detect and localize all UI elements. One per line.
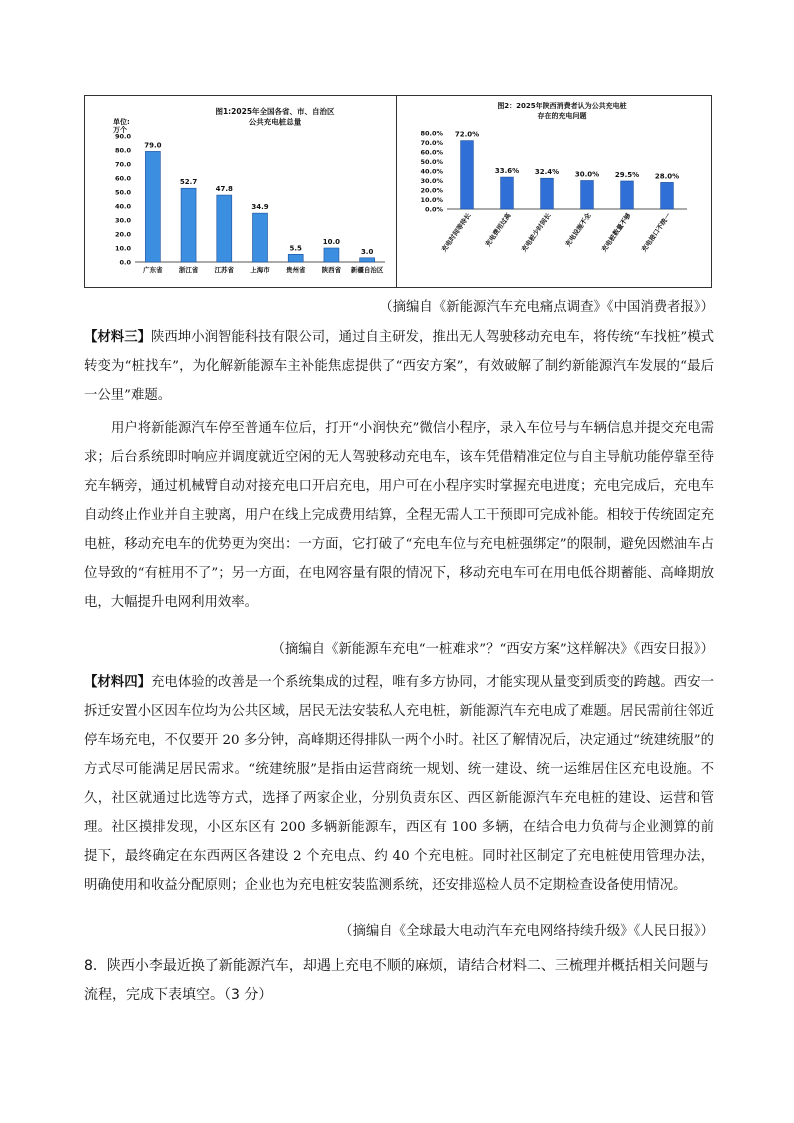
chart2-category-label: 充电时间等待长: [439, 211, 473, 254]
chart2-bar: [661, 182, 674, 209]
chart1-data-label: 52.7: [179, 178, 198, 187]
chart2-bar: [621, 181, 634, 209]
chart1-category-label: 新疆自治区: [350, 266, 384, 274]
chart1-tick-label: 50.0: [114, 188, 131, 197]
chart-2-svg: [397, 96, 711, 286]
chart2-title: [497, 101, 626, 120]
question-8: 8．陕西小李最近换了新能源汽车，却遇上充电不顺的麻烦，请结合材料二、三梳理并概括相关问题与流程，完成下表填空。（3 分）: [84, 958, 709, 1003]
chart1-bar: [145, 151, 160, 262]
chart1-tick-label: 80.0: [114, 146, 131, 155]
chart2-category-label: 充电桩少时间长: [519, 211, 553, 254]
chart1-ylabel: [113, 117, 130, 134]
chart1-category-label: 上海市: [250, 266, 270, 274]
chart1-bar: [181, 188, 196, 262]
chart1-title-line: 公共充电桩总量: [248, 117, 302, 127]
chart2-category-label: 充电设施不全: [563, 211, 593, 249]
chart1-ylabel-line: 万个: [113, 126, 127, 134]
chart2-title-line: 图2：2025年陕西消费者认为公共充电桩: [497, 102, 627, 110]
material3-tag: 【材料三】: [84, 330, 151, 345]
chart2-tick-label: 70.0%: [420, 139, 443, 147]
chart1-data-label: 5.5: [289, 244, 302, 253]
chart2-bar: [581, 181, 594, 210]
chart2-tick-label: 30.0%: [420, 177, 443, 185]
chart2-data-label: 32.4%: [534, 168, 560, 177]
chart2-bar: [501, 177, 514, 209]
material4-text: 充电体验的改善是一个系统集成的过程，唯有多方协同，才能实现从量变到质变的跨越。西安一拆迁安置小区因车位均为公共区域，居民无法安装私人充电桩，新能源汽车充电成了难题。居民需前往邻近停车场充电，不仅要开 20 多分钟，高峰期还得排队一两个小时。社区了解情况后，决定通过“统建统服”的方式尽可能满足居民需求。“统建统服”是指由运营商统一规划、统一建设、统一运维居住区充电设施。不久，社区就通过比选等方式，选择了两家企业，分别负责东区、西区新能源汽车充电桩的建设、运营和管理。社区摸排发现，小区东区有 200 多辆新能源车，西区有 100 多辆，在结合电力负荷与企业测算的前提下，最终确定在东西两区各建设 2 个充电点、约 40 个充电桩。同时社区制定了充电桩使用管理办法，明确使用和收益分配原则；企业也为充电桩安装监测系统，还安排巡检人员不定期检查设备使用情况。: [84, 675, 715, 893]
source-caption-1: （摘编自《新能源汽车充电痛点调查》《中国消费者报》）: [379, 300, 714, 315]
chart1-data-label: 79.0: [144, 141, 162, 150]
chart2-title-line: 存在的充电问题: [537, 112, 587, 120]
material4-paragraph: [84, 668, 714, 900]
chart1-bar: [360, 258, 375, 262]
material3-text-1: 陕西坤小润智能科技有限公司，通过自主研发，推出无人驾驶移动充电车，将传统“车找桩”模式转变为“桩找车”，为化解新能源车主补能焦虑提供了“西安方案”，有效破解了制约新能源汽车发展的“最后一公里”难题。: [84, 330, 714, 403]
chart1-data-label: 47.8: [215, 185, 233, 194]
chart-1: [85, 96, 397, 287]
chart1-category-label: 江苏省: [214, 266, 235, 274]
chart2-category-label: 充电桩数量不够: [599, 211, 633, 254]
chart2-bar: [461, 141, 474, 209]
charts-panel: [84, 95, 712, 288]
chart2-data-label: 30.0%: [574, 170, 600, 179]
chart2-data-label: 28.0%: [654, 172, 680, 181]
chart1-bar: [253, 213, 268, 262]
chart1-bar: [324, 248, 339, 262]
chart1-tick-label: 60.0: [114, 174, 131, 183]
chart1-category-label: 浙江省: [178, 266, 199, 274]
chart2-tick-label: 60.0%: [420, 148, 443, 157]
chart2-tick-label: 20.0%: [420, 186, 443, 195]
chart2-tick-label: 50.0%: [420, 158, 443, 166]
chart1-tick-label: 30.0: [114, 216, 131, 225]
chart-1-svg: [85, 96, 395, 286]
chart1-tick-label: 40.0: [114, 202, 131, 211]
chart2-tick-label: 40.0%: [420, 167, 443, 176]
chart2-data-label: 72.0%: [454, 130, 480, 139]
chart1-tick-label: 10.0: [114, 244, 131, 253]
chart2-data-label: 33.6%: [494, 167, 520, 176]
chart-2: [397, 96, 711, 287]
chart1-bar: [288, 254, 303, 262]
chart2-bar: [541, 178, 554, 209]
chart2-category-label: 充电费用过高: [483, 211, 513, 249]
chart1-title-line: 图1:2025年全国各省、市、自治区: [215, 107, 335, 116]
chart1-data-label: 34.9: [251, 203, 269, 212]
chart1-ylabel-line: 单位:: [113, 118, 130, 126]
source-caption-3: （摘编自《新能源车充电“一桩难求”？“西安方案”这样解决》《西安日报》）: [271, 642, 714, 657]
chart1-title: [215, 106, 335, 127]
chart2-category-label: 充电接口不统一: [639, 211, 673, 254]
material4-tag: 【材料四】: [84, 675, 152, 690]
material3-paragraph-1: [84, 323, 714, 410]
chart1-tick-label: 90.0: [114, 132, 131, 141]
chart1-category-label: 广东省: [143, 266, 163, 274]
chart1-tick-label: 70.0: [114, 160, 131, 169]
chart1-bar: [217, 195, 232, 262]
source-caption-4: （摘编自《全球最大电动汽车充电网络持续升级》《人民日报》）: [339, 924, 714, 939]
chart1-category-label: 贵州省: [285, 266, 306, 274]
chart1-data-label: 10.0: [322, 238, 341, 246]
chart2-tick-label: 80.0%: [420, 129, 443, 138]
chart2-data-label: 29.5%: [614, 170, 640, 179]
chart1-tick-label: 0.0: [119, 258, 131, 267]
chart1-category-label: 陕西省: [321, 266, 342, 274]
chart2-tick-label: 10.0%: [420, 196, 443, 204]
chart1-data-label: 3.0: [360, 247, 374, 256]
chart2-tick-label: 0.0%: [424, 205, 443, 214]
chart1-tick-label: 20.0: [114, 230, 131, 239]
material3-paragraph-2: 用户将新能源汽车停至普通车位后，打开“小润快充”微信小程序，录入车位号与车辆信息并提交充电需求；后台系统即时响应并调度就近空闲的无人驾驶移动充电车，该车凭借精准定位与自主导航功能停靠至待充车辆旁，通过机械臂自动对接充电口开启充电，用户可在小程序实时掌握充电进度；充电完成后，充电车自动终止作业并自主驶离，用户在线上完成费用结算，全程无需人工干预即可完成补能。相较于传统固定充电桩，移动充电车的优势更为突出：一方面，它打破了“充电车位与充电桩强绑定”的限制，避免因燃油车占位导致的“有桩用不了”；另一方面，在电网容量有限的情况下，移动充电车可在用电低谷期蓄能、高峰期放电，大幅提升电网利用效率。: [84, 421, 714, 610]
